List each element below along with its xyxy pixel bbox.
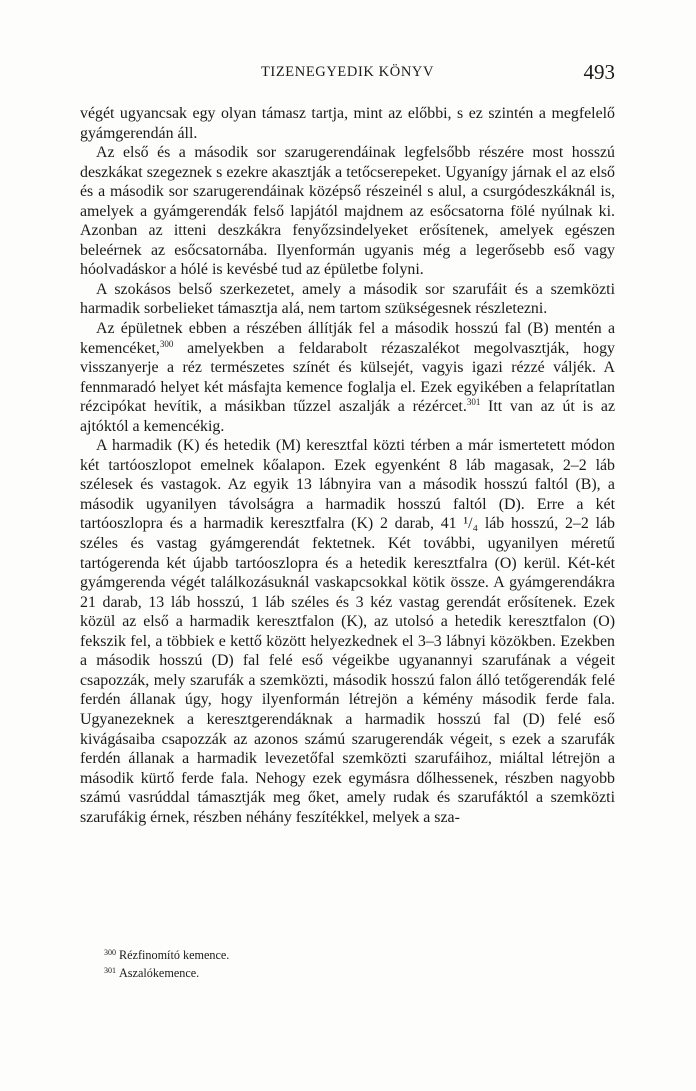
paragraph (80, 436, 615, 827)
footnote-number: 301 (104, 966, 116, 975)
footnote-number: 300 (104, 948, 116, 957)
body-text (80, 104, 615, 827)
footnote-text: Rézfinomító kemence. (119, 948, 230, 962)
paragraph (80, 104, 615, 143)
page-header (80, 60, 615, 86)
paragraph-text: amelyekben a feldarabolt rézaszalékot megolvasztják, hogy visszanyerje a réz természetes színét és külsejét, vagyis igazi rézzé váljék. A fennmaradó helyet két másfajta kemence foglalja el. Ezek egyikében a felaprítatlan rézcipókat hevítik, a másikban tűzzel aszalják a rézércet. (80, 339, 615, 416)
paragraph-text: A harmadik (K) és hetedik (M) keresztfal közti térben a már ismertetett módon két tartóoszlopot emelnek kőalapon. Ezek egyenként 8 láb magasak, 2–2 láb szélesek és vastagok. Az egyik 13 lábnyira van a második hosszú faltól (B), a második ugyanilyen távolságra a harmadik hosszú faltól (D). Erre a két tartóoszlopra és a harmadik keresztfalra (K) 2 darab, 41 ¹/₄ láb hosszú, 2–2 láb széles és vastag gyámgerendát fektetnek. Két további, ugyanilyen méretű tartógerenda két újabb tartóoszlopra és a hetedik keresztfalra (O) kerül. Két-két gyámgerenda végét találkozásuknál vaskapcsokkal kötik össze. A gyámgerendákra 21 darab, 13 láb hosszú, 1 láb széles és 3 kéz vastag gerendát erősítenek. Ezek közül az első a harmadik keresztfalon (K), az utolsó a hetedik keresztfalon (O) fekszik fel, a többiek e kettő között helyezkednek el 3–3 lábnyi közökben. Ezekben a második hosszú (D) fal felé eső végeikbe ugyanannyi szarufának a végeit csapozzák, mely szarufák a szemközti, második hosszú falon álló tetőgerendák felé ferdén állanak úgy, hogy ilyenformán létrejön a kémény második ferde fala. Ugyanezeknek a keresztgerendáknak a harmadik hosszú fal (D) felé eső kivágásaiba csapozzák az azonos számú szarugerendák végeit, s ezek a szarufák ferdén állanak a harmadik levezetőfal szemközti szarufáihoz, miáltal létrejön a második kürtő ferde fala. Nehogy ezek egymásra dőlhessenek, részben nagyobb számú vasrúddal támasztják meg őket, amely rudak és szarufáktól a szemközti szarufákig érnek, részben néhány feszítékkel, melyek a sza- (80, 437, 615, 826)
footnote-text: Aszalókemence. (119, 966, 200, 980)
paragraph-text: Az épületnek ebben a részében állítják fel a második hosszú fal (B) mentén a kemencéket, (80, 320, 615, 357)
footnote-reference[interactable]: 300 (159, 338, 174, 349)
footnote (104, 963, 504, 981)
page-number: 493 (583, 60, 615, 84)
running-title: TIZENEGYEDIK KÖNYV (260, 64, 435, 80)
paragraph (80, 280, 615, 319)
paragraph (80, 143, 615, 280)
footnotes (104, 945, 504, 981)
footnote-reference[interactable]: 301 (466, 397, 481, 408)
paragraph (80, 319, 615, 436)
paragraph-text: Az első és a második sor szarugerendáinak legfelsőbb részére most hosszú deszkákat szegeznek s ezekre akasztják a tetőcserepeket. Ugyanígy járnak el az első és a második sor szarugerendáinak középső részeinél s alul, a csurgódeszkáknál is, amelyek a gyámgerendák felső lapjától majdnem az esőcsatorna fölé nyúlnak ki. Azonban az itteni deszkákra fenyőzsindelyeket erősítenek, amelyek egészen beleérnek az esőcsatornába. Ilyenformán ugyanis még a legerősebb eső vagy hóolvadáskor a hólé is kevésbé tud az épületbe folyni. (80, 144, 615, 279)
footnote (104, 945, 504, 963)
paragraph-text: Itt van az út is az ajtóktól a kemencékig. (80, 398, 615, 435)
paragraph-text: végét ugyancsak egy olyan támasz tartja, mint az előbbi, s ez szintén a megfelelő gyámgerendán áll. (80, 105, 615, 142)
paragraph-text: A szokásos belső szerkezetet, amely a második sor szarufáit és a szemközti harmadik sorbelieket támasztja alá, nem tartom szükségesnek részletezni. (80, 280, 615, 318)
